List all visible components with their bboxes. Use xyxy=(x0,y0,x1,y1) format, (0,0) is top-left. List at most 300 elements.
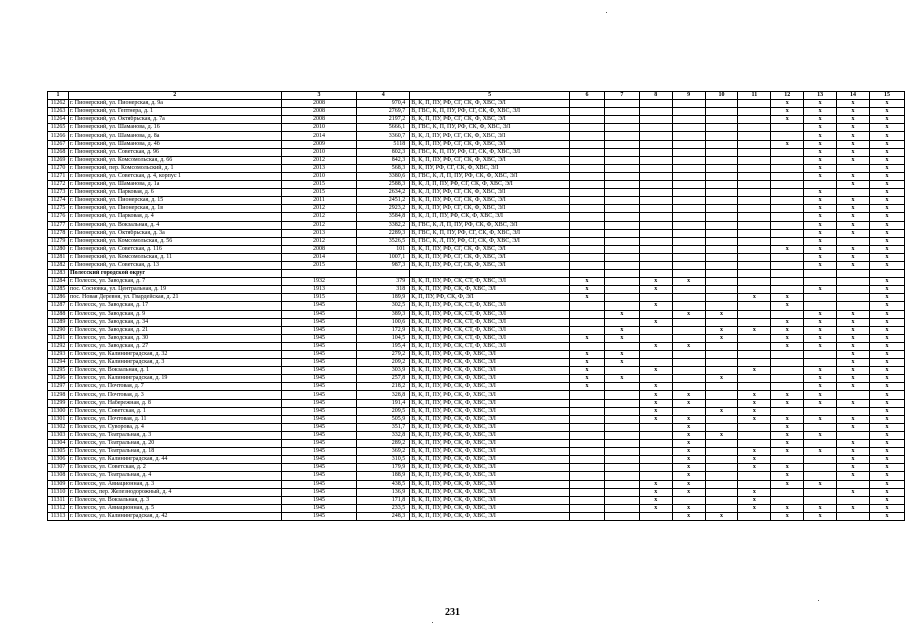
table-row xyxy=(48,423,905,431)
address-cell: г. Полесск, ул. Вокзальная, д. 3 xyxy=(68,496,281,504)
address-cell: г. Полесск, ул. Вокзальная, д. 1 xyxy=(68,367,281,375)
address-cell: г. Полесск, ул. Театральная, д. 3 xyxy=(68,431,281,439)
table-row xyxy=(48,415,905,423)
table-row xyxy=(48,302,905,310)
area-cell: 802,3 xyxy=(357,148,410,156)
row-number: 11277 xyxy=(48,221,69,229)
services-cell: В, К, П, ПУ, РФ, СГ, СК, Ф, ХВС, ЭЛ xyxy=(410,253,570,261)
row-number: 11273 xyxy=(48,189,69,197)
housing-register-table xyxy=(47,91,905,521)
mark-cell xyxy=(738,148,771,156)
row-number: 11269 xyxy=(48,156,69,164)
mark-cell xyxy=(705,100,738,108)
mark-cell: x xyxy=(804,448,837,456)
mark-cell xyxy=(837,302,870,310)
year-cell: 1945 xyxy=(281,383,357,391)
address-cell: г. Полесск, ул. Заводская, д. 34 xyxy=(68,318,281,326)
area-cell: 389,3 xyxy=(357,310,410,318)
area-cell: 332,8 xyxy=(357,431,410,439)
mark-cell: x xyxy=(837,245,870,253)
mark-cell xyxy=(639,448,672,456)
mark-cell: x xyxy=(837,383,870,391)
services-cell: В, К, П, ПУ, РФ, СК, Ф, ХВС, ЭЛ xyxy=(410,456,570,464)
mark-cell xyxy=(705,156,738,164)
mark-cell xyxy=(672,375,705,383)
row-number: 11291 xyxy=(48,334,69,342)
mark-cell xyxy=(771,407,804,415)
mark-cell: x xyxy=(869,124,904,132)
mark-cell: x xyxy=(869,496,904,504)
mark-cell xyxy=(672,318,705,326)
mark-cell: x xyxy=(869,229,904,237)
year-cell: 2015 xyxy=(281,181,357,189)
mark-cell xyxy=(639,132,672,140)
mark-cell xyxy=(604,253,639,261)
mark-cell: x xyxy=(837,342,870,350)
services-cell: В, К, П, ПУ, РФ, СК, СТ, Ф, ХВС, ЭЛ xyxy=(410,342,570,350)
mark-cell: x xyxy=(672,448,705,456)
mark-cell xyxy=(837,407,870,415)
mark-cell xyxy=(570,205,605,213)
mark-cell xyxy=(570,140,605,148)
year-cell: 2012 xyxy=(281,237,357,245)
mark-cell: x xyxy=(738,367,771,375)
mark-cell xyxy=(705,448,738,456)
mark-cell xyxy=(738,181,771,189)
mark-cell xyxy=(604,391,639,399)
mark-cell xyxy=(804,440,837,448)
area-cell: 101 xyxy=(357,245,410,253)
mark-cell xyxy=(804,351,837,359)
mark-cell xyxy=(672,156,705,164)
mark-cell xyxy=(604,448,639,456)
mark-cell xyxy=(738,189,771,197)
services-cell: В, К, П, ПУ, РФ, СК, СТ, Ф, ХВС, ЭЛ xyxy=(410,326,570,334)
table-row xyxy=(48,278,905,286)
mark-cell xyxy=(570,440,605,448)
services-cell: В, К, Л, ПУ, РФ, СГ, СК, Ф, ХВС, ЭЛ xyxy=(410,189,570,197)
mark-cell xyxy=(570,172,605,180)
mark-cell xyxy=(672,181,705,189)
services-cell: В, К, Л, ПУ, РФ, СГ, СК, Ф, ХВС, ЭЛ xyxy=(410,132,570,140)
mark-cell: x xyxy=(672,472,705,480)
services-cell: В, ГВС, К, П, ПУ, РФ, СК, Ф, ХВС, ЭЛ xyxy=(410,124,570,132)
area-cell: 209,5 xyxy=(357,407,410,415)
year-cell: 2012 xyxy=(281,221,357,229)
mark-cell: x xyxy=(639,480,672,488)
mark-cell: x xyxy=(705,431,738,439)
mark-cell: x xyxy=(672,431,705,439)
mark-cell xyxy=(570,221,605,229)
services-cell: В, К, П, ПУ, РФ, СК, СТ, Ф, ХВС, ЭЛ xyxy=(410,278,570,286)
mark-cell: x xyxy=(705,334,738,342)
mark-cell xyxy=(570,431,605,439)
table-row xyxy=(48,480,905,488)
mark-cell xyxy=(604,132,639,140)
mark-cell: x xyxy=(771,464,804,472)
row-number: 11309 xyxy=(48,480,69,488)
mark-cell xyxy=(705,480,738,488)
mark-cell: x xyxy=(804,100,837,108)
mark-cell: x xyxy=(837,472,870,480)
row-number: 11295 xyxy=(48,367,69,375)
table-row xyxy=(48,229,905,237)
mark-cell xyxy=(639,253,672,261)
address-cell: г. Полесск, ул. Театральная, д. 4 xyxy=(68,472,281,480)
column-header: 15 xyxy=(869,92,904,100)
mark-cell xyxy=(672,172,705,180)
mark-cell: x xyxy=(804,415,837,423)
address-cell: г. Пионерский, ул. Шаманова, д. 8а xyxy=(68,132,281,140)
address-cell: г. Пионерский, ул. Пионерская, д. 1в xyxy=(68,205,281,213)
row-number: 11279 xyxy=(48,237,69,245)
table-row xyxy=(48,237,905,245)
mark-cell: x xyxy=(837,399,870,407)
mark-cell xyxy=(738,124,771,132)
table-body xyxy=(48,92,905,521)
address-cell: г. Полесск, ул. Заводская, д. 27 xyxy=(68,342,281,350)
year-cell: 1945 xyxy=(281,407,357,415)
table-row xyxy=(48,334,905,342)
year-cell: 1915 xyxy=(281,294,357,302)
mark-cell: x xyxy=(804,116,837,124)
services-cell: В, К, П, ПУ, РФ, СК, Ф, ХВС, ЭЛ xyxy=(410,464,570,472)
mark-cell xyxy=(639,116,672,124)
mark-cell: x xyxy=(738,456,771,464)
mark-cell: x xyxy=(804,132,837,140)
mark-cell xyxy=(639,189,672,197)
mark-cell xyxy=(604,512,639,520)
mark-cell: x xyxy=(771,423,804,431)
mark-cell xyxy=(604,399,639,407)
mark-cell xyxy=(738,278,771,286)
empty-cell xyxy=(281,270,357,278)
mark-cell xyxy=(672,124,705,132)
column-header: 7 xyxy=(604,92,639,100)
mark-cell: x xyxy=(869,116,904,124)
mark-cell xyxy=(705,237,738,245)
table-row xyxy=(48,124,905,132)
mark-cell: x xyxy=(837,156,870,164)
mark-cell: x xyxy=(672,464,705,472)
mark-cell xyxy=(705,278,738,286)
table-row xyxy=(48,464,905,472)
mark-cell: x xyxy=(672,480,705,488)
mark-cell xyxy=(771,181,804,189)
mark-cell: x xyxy=(738,415,771,423)
mark-cell xyxy=(604,237,639,245)
mark-cell xyxy=(804,464,837,472)
mark-cell: x xyxy=(738,399,771,407)
mark-cell: x xyxy=(804,156,837,164)
mark-cell xyxy=(672,213,705,221)
year-cell: 1945 xyxy=(281,334,357,342)
mark-cell xyxy=(639,124,672,132)
mark-cell: x xyxy=(869,367,904,375)
mark-cell xyxy=(837,294,870,302)
mark-cell: x xyxy=(869,318,904,326)
row-number: 11290 xyxy=(48,326,69,334)
mark-cell: x xyxy=(639,488,672,496)
mark-cell xyxy=(570,399,605,407)
mark-cell xyxy=(804,423,837,431)
mark-cell: x xyxy=(570,286,605,294)
empty-cell xyxy=(837,270,870,278)
column-header: 12 xyxy=(771,92,804,100)
services-cell: В, К, П, ПУ, РФ, СК, Ф, ХВС, ЭЛ xyxy=(410,383,570,391)
mark-cell xyxy=(705,391,738,399)
mark-cell xyxy=(639,261,672,269)
mark-cell xyxy=(639,431,672,439)
mark-cell xyxy=(570,245,605,253)
table-row xyxy=(48,116,905,124)
mark-cell: x xyxy=(837,148,870,156)
mark-cell: x xyxy=(570,383,605,391)
row-number: 11288 xyxy=(48,310,69,318)
mark-cell: x xyxy=(837,423,870,431)
table-row xyxy=(48,197,905,205)
mark-cell xyxy=(771,261,804,269)
mark-cell: x xyxy=(639,496,672,504)
mark-cell: x xyxy=(869,504,904,512)
mark-cell: x xyxy=(869,440,904,448)
mark-cell xyxy=(705,504,738,512)
mark-cell: x xyxy=(869,237,904,245)
mark-cell xyxy=(604,472,639,480)
mark-cell xyxy=(604,164,639,172)
mark-cell xyxy=(639,440,672,448)
services-cell: В, К, П, ПУ, РФ, СК, СТ, Ф, ХВС, ЭЛ xyxy=(410,302,570,310)
column-header: 6 xyxy=(570,92,605,100)
area-cell: 3584,8 xyxy=(357,213,410,221)
mark-cell xyxy=(570,156,605,164)
mark-cell xyxy=(738,221,771,229)
mark-cell xyxy=(639,172,672,180)
mark-cell xyxy=(837,431,870,439)
mark-cell: x xyxy=(771,415,804,423)
column-header: 8 xyxy=(639,92,672,100)
mark-cell: x xyxy=(804,172,837,180)
year-cell: 2015 xyxy=(281,261,357,269)
scan-speck xyxy=(818,600,819,601)
services-cell: В, К, П, ПУ, РФ, СК, Ф, ХВС, ЭЛ xyxy=(410,448,570,456)
table-row xyxy=(48,399,905,407)
mark-cell xyxy=(672,359,705,367)
mark-cell xyxy=(837,189,870,197)
row-number: 11303 xyxy=(48,431,69,439)
mark-cell: x xyxy=(869,375,904,383)
mark-cell: x xyxy=(837,359,870,367)
year-cell: 2014 xyxy=(281,132,357,140)
mark-cell: x xyxy=(869,351,904,359)
mark-cell: x xyxy=(738,504,771,512)
row-number: 11297 xyxy=(48,383,69,391)
mark-cell xyxy=(604,504,639,512)
address-cell: г. Полесск, ул. Калининградская, д. 44 xyxy=(68,456,281,464)
mark-cell: x xyxy=(771,472,804,480)
empty-cell xyxy=(804,270,837,278)
empty-cell xyxy=(869,270,904,278)
column-header: 2 xyxy=(68,92,281,100)
mark-cell xyxy=(639,351,672,359)
column-header: 5 xyxy=(410,92,570,100)
mark-cell: x xyxy=(771,245,804,253)
mark-cell xyxy=(771,253,804,261)
mark-cell xyxy=(738,512,771,520)
mark-cell: x xyxy=(869,391,904,399)
area-cell: 2634,2 xyxy=(357,189,410,197)
mark-cell: x xyxy=(738,407,771,415)
year-cell: 1945 xyxy=(281,302,357,310)
mark-cell xyxy=(672,326,705,334)
mark-cell xyxy=(604,245,639,253)
mark-cell xyxy=(570,229,605,237)
mark-cell xyxy=(570,480,605,488)
address-cell: г. Полесск, ул. Калининградская, д. 32 xyxy=(68,351,281,359)
mark-cell xyxy=(738,245,771,253)
mark-cell xyxy=(705,132,738,140)
mark-cell xyxy=(705,440,738,448)
services-cell: В, К, П, ПУ, РФ, СК, Ф, ХВС, ЭЛ xyxy=(410,407,570,415)
mark-cell: x xyxy=(804,108,837,116)
mark-cell: x xyxy=(837,181,870,189)
mark-cell xyxy=(738,164,771,172)
area-cell: 379 xyxy=(357,278,410,286)
mark-cell xyxy=(705,351,738,359)
mark-cell xyxy=(570,197,605,205)
services-cell: В, ГВС, К, Л, П, ПУ, РФ, СК, Ф, ХВС, ЭЛ xyxy=(410,221,570,229)
mark-cell: x xyxy=(570,359,605,367)
mark-cell xyxy=(738,156,771,164)
mark-cell: x xyxy=(771,302,804,310)
mark-cell: x xyxy=(869,464,904,472)
header-row xyxy=(48,92,905,100)
mark-cell: x xyxy=(869,310,904,318)
mark-cell: x xyxy=(837,261,870,269)
mark-cell: x xyxy=(705,407,738,415)
mark-cell: x xyxy=(837,318,870,326)
year-cell: 2014 xyxy=(281,253,357,261)
year-cell: 1945 xyxy=(281,423,357,431)
mark-cell: x xyxy=(771,391,804,399)
mark-cell: x xyxy=(771,116,804,124)
mark-cell xyxy=(570,496,605,504)
empty-cell xyxy=(604,270,639,278)
mark-cell xyxy=(804,294,837,302)
mark-cell xyxy=(639,181,672,189)
table-row xyxy=(48,205,905,213)
year-cell: 2008 xyxy=(281,108,357,116)
table-row xyxy=(48,294,905,302)
mark-cell: x xyxy=(869,448,904,456)
mark-cell xyxy=(570,310,605,318)
mark-cell: x xyxy=(804,375,837,383)
services-cell: В, К, ПУ, РФ, СГ, СК, Ф, ХВС, ЭЛ xyxy=(410,164,570,172)
mark-cell: x xyxy=(804,164,837,172)
row-number: 11311 xyxy=(48,496,69,504)
mark-cell xyxy=(738,108,771,116)
year-cell: 1945 xyxy=(281,318,357,326)
mark-cell: x xyxy=(705,326,738,334)
table-row xyxy=(48,496,905,504)
empty-cell xyxy=(410,270,570,278)
mark-cell xyxy=(804,472,837,480)
area-cell: 1007,1 xyxy=(357,253,410,261)
year-cell: 2013 xyxy=(281,164,357,172)
services-cell: В, ГВС, К, Л, ПУ, РФ, СГ, СК, Ф, ХВС, ЭЛ xyxy=(410,237,570,245)
mark-cell xyxy=(705,172,738,180)
area-cell: 195,4 xyxy=(357,342,410,350)
address-cell: г. Полесск, ул. Заводская, д. 9 xyxy=(68,310,281,318)
mark-cell xyxy=(570,132,605,140)
year-cell: 2010 xyxy=(281,124,357,132)
mark-cell xyxy=(639,512,672,520)
mark-cell: x xyxy=(804,213,837,221)
mark-cell xyxy=(604,261,639,269)
mark-cell xyxy=(771,197,804,205)
mark-cell xyxy=(604,181,639,189)
mark-cell: x xyxy=(869,205,904,213)
mark-cell xyxy=(738,318,771,326)
area-cell: 3526,5 xyxy=(357,237,410,245)
area-cell: 5666,1 xyxy=(357,124,410,132)
mark-cell xyxy=(738,100,771,108)
empty-cell xyxy=(738,270,771,278)
address-cell: г. Пионерский, ул. Советская, д. 96 xyxy=(68,148,281,156)
mark-cell: x xyxy=(639,318,672,326)
mark-cell xyxy=(705,221,738,229)
year-cell: 1945 xyxy=(281,496,357,504)
mark-cell xyxy=(570,512,605,520)
mark-cell xyxy=(672,245,705,253)
mark-cell: x xyxy=(869,286,904,294)
mark-cell xyxy=(738,172,771,180)
row-number: 11305 xyxy=(48,448,69,456)
mark-cell xyxy=(738,253,771,261)
table-row xyxy=(48,472,905,480)
mark-cell: x xyxy=(804,253,837,261)
year-cell: 2009 xyxy=(281,140,357,148)
mark-cell xyxy=(705,124,738,132)
address-cell: г. Пионерский, ул. Шаманова, д. 4б xyxy=(68,140,281,148)
year-cell: 1945 xyxy=(281,326,357,334)
mark-cell: x xyxy=(837,326,870,334)
services-cell: В, К, П, ПУ, РФ, СГ, СК, Ф, ХВС, ЭЛ xyxy=(410,140,570,148)
area-cell: 2923,2 xyxy=(357,205,410,213)
mark-cell xyxy=(804,181,837,189)
address-cell: г. Пионерский, ул. Вокзальная, д. 4 xyxy=(68,221,281,229)
mark-cell xyxy=(771,359,804,367)
table-row xyxy=(48,448,905,456)
mark-cell xyxy=(604,278,639,286)
row-number: 11313 xyxy=(48,512,69,520)
mark-cell: x xyxy=(869,253,904,261)
area-cell: 2451,2 xyxy=(357,197,410,205)
mark-cell xyxy=(738,480,771,488)
mark-cell xyxy=(738,229,771,237)
mark-cell: x xyxy=(771,440,804,448)
mark-cell xyxy=(604,213,639,221)
row-number: 11302 xyxy=(48,423,69,431)
mark-cell: x xyxy=(804,310,837,318)
address-cell: г. Полесск, ул. Калининградская, д. 3 xyxy=(68,359,281,367)
mark-cell xyxy=(570,342,605,350)
mark-cell xyxy=(738,472,771,480)
table-row xyxy=(48,181,905,189)
mark-cell: x xyxy=(869,480,904,488)
area-cell: 289,2 xyxy=(357,440,410,448)
mark-cell: x xyxy=(804,431,837,439)
